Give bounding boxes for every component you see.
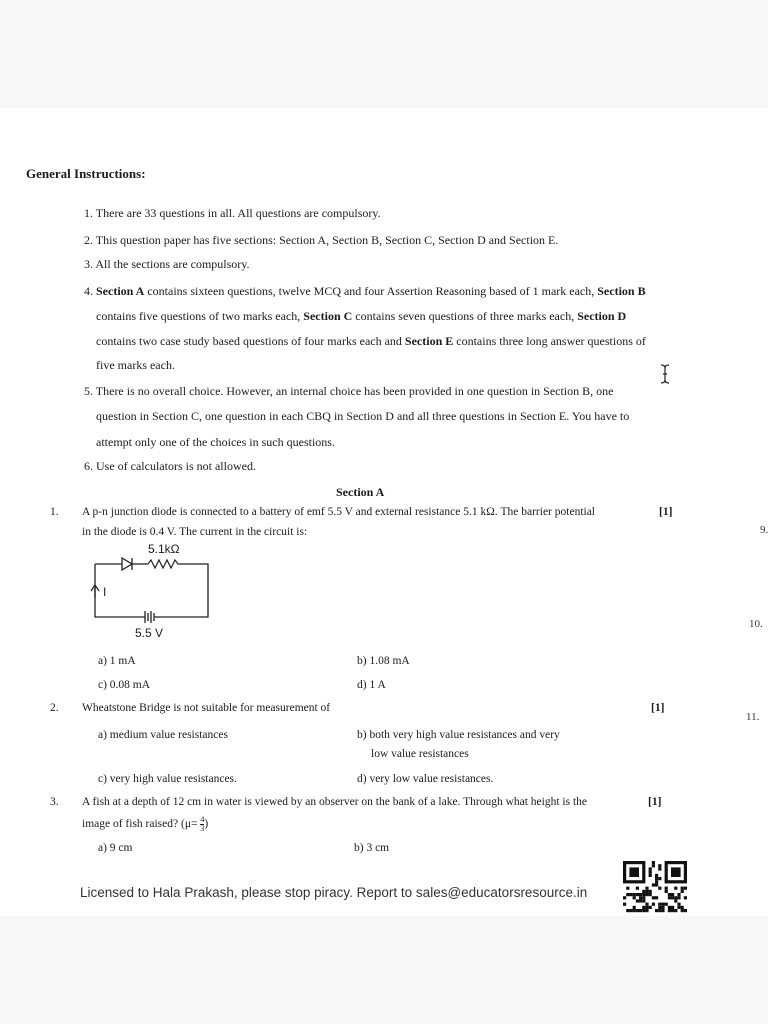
option-b[interactable]: b) both very high value resistances and very (357, 729, 560, 741)
instruction-item-5-line-3: attempt only one of the choices in such questions. (96, 435, 335, 449)
instruction-item-5-line-1: 5. There is no overall choice. However, an internal choice has been provided in one question in Section B, one (84, 384, 614, 398)
instruction-item-4-line-4: five marks each. (96, 358, 175, 372)
resistor-symbol (148, 560, 180, 568)
instruction-item-5-line-2: question in Section C, one question in each CBQ in Section D and all three questions in Section E. You have to (96, 409, 630, 423)
option-b[interactable]: b) 1.08 mA (357, 655, 410, 667)
question-number: 3. (50, 796, 59, 808)
option-b-continued[interactable]: low value resistances (371, 748, 469, 760)
item-text: contains seven questions of three marks each, (352, 309, 578, 323)
option-a[interactable]: a) 1 mA (98, 655, 136, 667)
battery-label: 5.5 V (135, 626, 164, 640)
option-d[interactable]: d) 1 A (357, 679, 386, 691)
option-c[interactable]: c) 0.08 mA (98, 679, 151, 691)
bold-section-b: Section B (597, 284, 646, 298)
bold-section-a: Section A (96, 284, 145, 298)
qr-code-icon (623, 861, 687, 918)
option-b[interactable]: b) 3 cm (354, 842, 390, 854)
instruction-item-4-line-3 (96, 334, 646, 349)
option-a[interactable]: a) medium value resistances (98, 729, 228, 741)
fraction-denominator: 3 (200, 824, 205, 833)
current-label: I (103, 585, 107, 599)
question-3-line-2 (82, 816, 208, 833)
section-title: Section A (336, 485, 385, 499)
margin-number: 9. (760, 524, 768, 536)
question-marks: [1] (659, 506, 673, 518)
question-number: 2. (50, 702, 59, 714)
instruction-item-6: 6. Use of calculators is not allowed. (84, 459, 256, 473)
bold-section-e: Section E (404, 334, 454, 348)
item-text: contains three long answer questions of (453, 334, 646, 348)
instruction-item-4-line-1 (84, 284, 646, 299)
margin-number: 10. (749, 618, 763, 630)
instruction-item-1: 1. There are 33 questions in all. All questions are compulsory. (84, 206, 381, 220)
option-d[interactable]: d) very low value resistances. (357, 773, 494, 785)
question-number: 1. (50, 506, 59, 518)
item-text: contains sixteen questions, twelve MCQ and four Assertion Reasoning based of 1 mark each, (144, 284, 598, 298)
resistor-label: 5.1kΩ (148, 542, 180, 556)
question-1-line-2: in the diode is 0.4 V. The current in the circuit is: (82, 526, 308, 538)
question-1-line-1: A p-n junction diode is connected to a battery of emf 5.5 V and external resistance 5.1 kΩ. The barrier potential (82, 506, 596, 518)
question-text: image of fish raised? (μ= (82, 818, 201, 831)
instructions-heading: General Instructions: (26, 166, 146, 181)
question-text: ) (204, 818, 209, 831)
battery-symbol (143, 611, 154, 623)
item-number: 4. (84, 284, 93, 298)
margin-number: 11. (746, 711, 760, 723)
diode-symbol (114, 558, 134, 570)
question-marks: [1] (648, 796, 662, 808)
question-3-line-1: A fish at a depth of 12 cm in water is viewed by an observer on the bank of a lake. Through what height is the (82, 796, 588, 808)
bold-section-d: Section D (577, 309, 627, 323)
item-text: contains five questions of two marks each, (96, 309, 304, 323)
question-2-line-1: Wheatstone Bridge is not suitable for measurement of (82, 702, 331, 714)
question-marks: [1] (651, 702, 665, 714)
instruction-item-3: 3. All the sections are compulsory. (84, 257, 250, 271)
instruction-item-2: 2. This question paper has five sections: Section A, Section B, Section C, Section D and Section E. (84, 233, 559, 247)
bold-section-c: Section C (303, 309, 353, 323)
item-text: contains two case study based questions of four marks each and (96, 334, 405, 348)
fraction-numerator: 4 (200, 815, 205, 824)
text-cursor-icon (660, 364, 670, 389)
instruction-item-4-line-2 (96, 309, 626, 324)
option-a[interactable]: a) 9 cm (98, 842, 133, 854)
option-c[interactable]: c) very high value resistances. (98, 773, 237, 785)
current-arrow-icon (91, 585, 99, 598)
license-footer: Licensed to Hala Prakash, please stop piracy. Report to sales@educatorsresource.in (80, 885, 588, 900)
